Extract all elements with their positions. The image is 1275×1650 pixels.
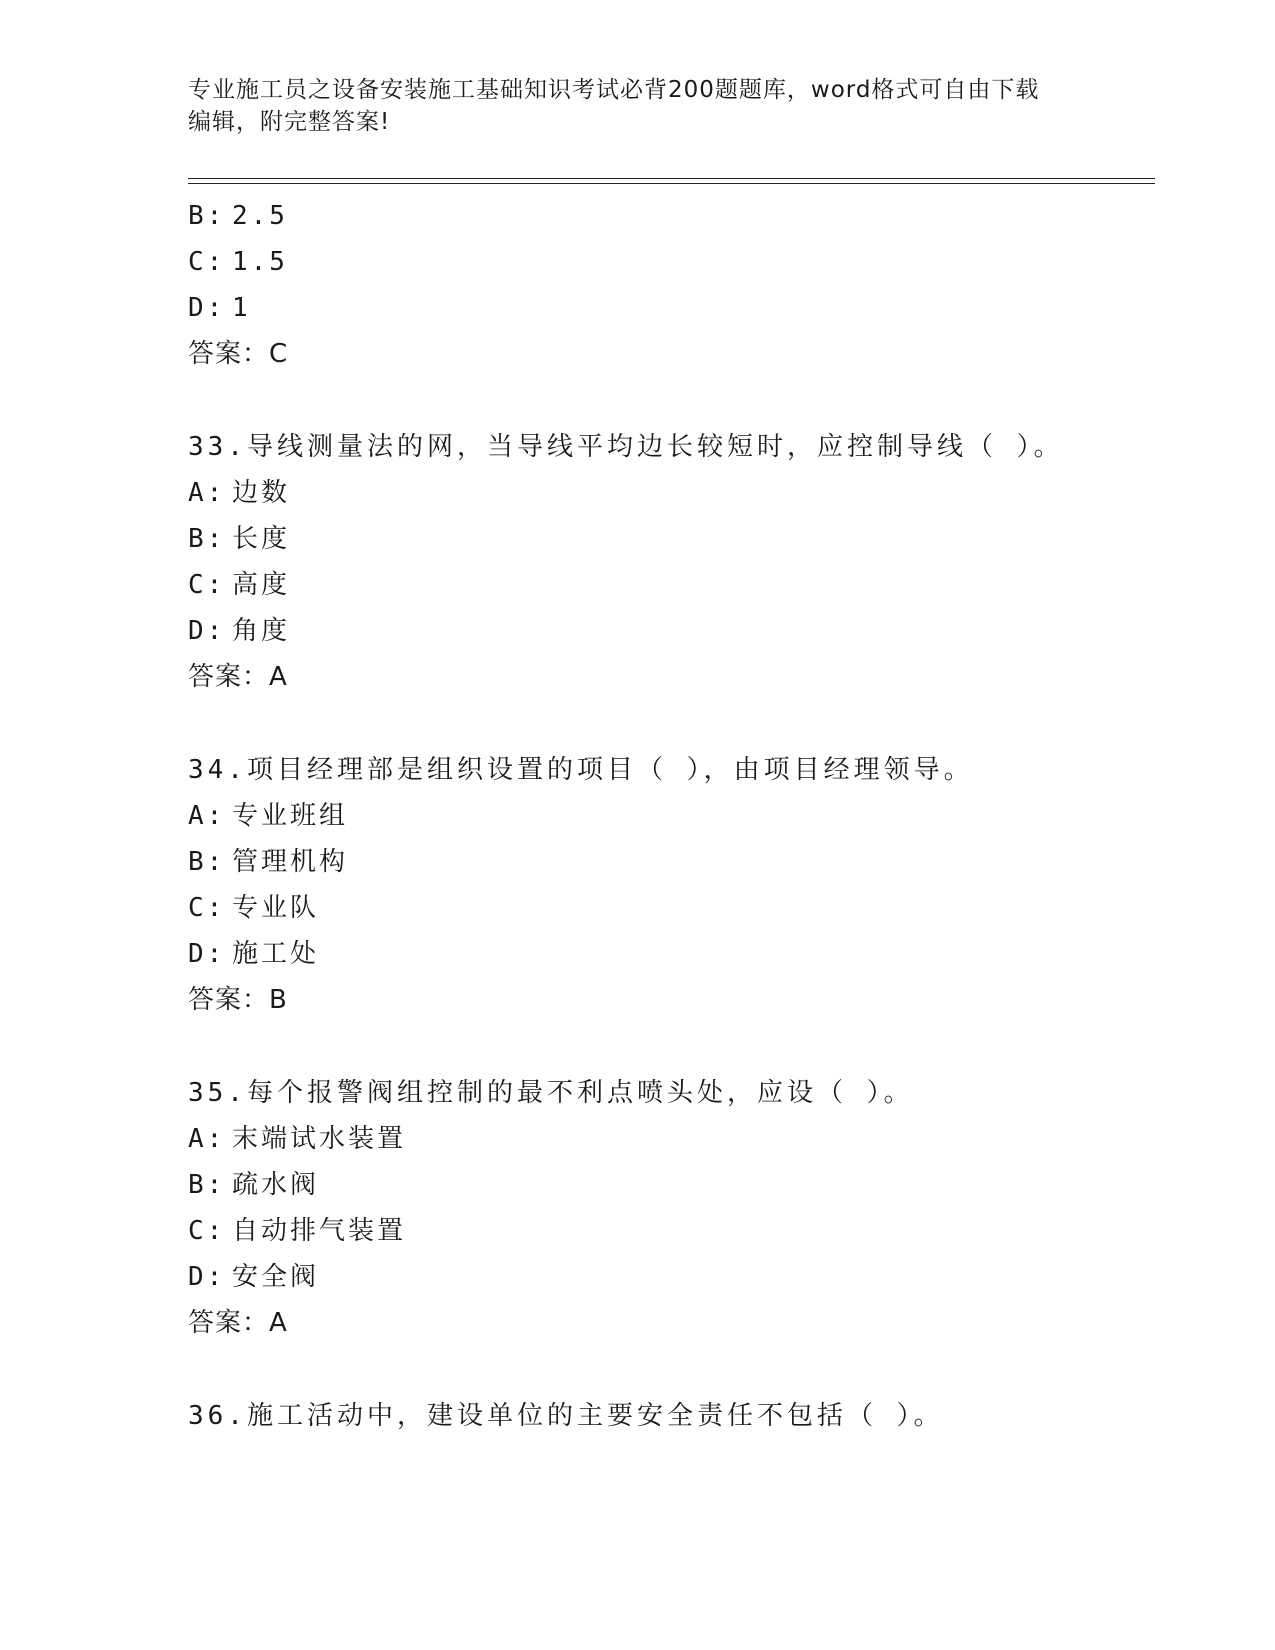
option-text: 高度 bbox=[232, 570, 291, 600]
option-text: 施工处 bbox=[232, 939, 320, 969]
option-row bbox=[188, 193, 1148, 239]
answer-line: 答案：A bbox=[188, 662, 288, 692]
option-row bbox=[188, 1254, 1148, 1300]
question-text: 36.施工活动中，建设单位的主要安全责任不包括（ ）。 bbox=[188, 1401, 944, 1431]
option-text: 专业队 bbox=[232, 893, 320, 923]
option-row bbox=[188, 562, 1148, 608]
option-text: 安全阀 bbox=[232, 1262, 320, 1292]
header-rule-top bbox=[188, 178, 1155, 179]
option-key: D: bbox=[188, 616, 226, 646]
option-text: 长度 bbox=[232, 524, 291, 554]
option-row bbox=[188, 839, 1148, 885]
option-row bbox=[188, 516, 1148, 562]
option-key: C: bbox=[188, 570, 226, 600]
option-key: A: bbox=[188, 478, 226, 508]
answer-line: 答案：B bbox=[188, 985, 288, 1015]
option-row bbox=[188, 608, 1148, 654]
answer-line: 答案：C bbox=[188, 339, 289, 369]
option-key: B: bbox=[188, 201, 226, 231]
option-row bbox=[188, 793, 1148, 839]
option-row bbox=[188, 239, 1148, 285]
question-text: 35.每个报警阀组控制的最不利点喷头处，应设（ ）。 bbox=[188, 1078, 914, 1108]
page-header bbox=[188, 74, 1068, 138]
option-row bbox=[188, 1116, 1148, 1162]
option-key: B: bbox=[188, 524, 226, 554]
option-text: 1.5 bbox=[232, 247, 288, 277]
question-text: 34.项目经理部是组织设置的项目（ ），由项目经理领导。 bbox=[188, 755, 974, 785]
option-key: B: bbox=[188, 847, 226, 877]
option-text: 管理机构 bbox=[232, 847, 349, 877]
option-key: C: bbox=[188, 1216, 226, 1246]
option-key: D: bbox=[188, 939, 226, 969]
option-key: C: bbox=[188, 893, 226, 923]
option-text: 自动排气装置 bbox=[232, 1216, 407, 1246]
option-row bbox=[188, 285, 1148, 331]
option-row bbox=[188, 1208, 1148, 1254]
option-row bbox=[188, 1162, 1148, 1208]
header-title-line-1: 专业施工员之设备安装施工基础知识考试必背200题题库，word格式可自由下载 bbox=[188, 77, 1040, 103]
header-rule-bottom bbox=[188, 183, 1155, 184]
option-text: 末端试水装置 bbox=[232, 1124, 407, 1154]
option-row bbox=[188, 885, 1148, 931]
option-text: 1 bbox=[232, 293, 251, 323]
option-key: D: bbox=[188, 1262, 226, 1292]
option-key: A: bbox=[188, 801, 226, 831]
header-title-line-2: 编辑，附完整答案! bbox=[188, 109, 391, 135]
question-list bbox=[188, 193, 1148, 1439]
option-text: 专业班组 bbox=[232, 801, 349, 831]
option-text: 角度 bbox=[232, 616, 291, 646]
option-row bbox=[188, 470, 1148, 516]
option-text: 疏水阀 bbox=[232, 1170, 320, 1200]
option-key: C: bbox=[188, 247, 226, 277]
option-text: 2.5 bbox=[232, 201, 288, 231]
option-row bbox=[188, 931, 1148, 977]
option-text: 边数 bbox=[232, 478, 291, 508]
answer-line: 答案：A bbox=[188, 1308, 288, 1338]
question-text: 33.导线测量法的网，当导线平均边长较短时，应控制导线（ ）。 bbox=[188, 432, 1064, 462]
option-key: D: bbox=[188, 293, 226, 323]
option-key: A: bbox=[188, 1124, 226, 1154]
option-key: B: bbox=[188, 1170, 226, 1200]
